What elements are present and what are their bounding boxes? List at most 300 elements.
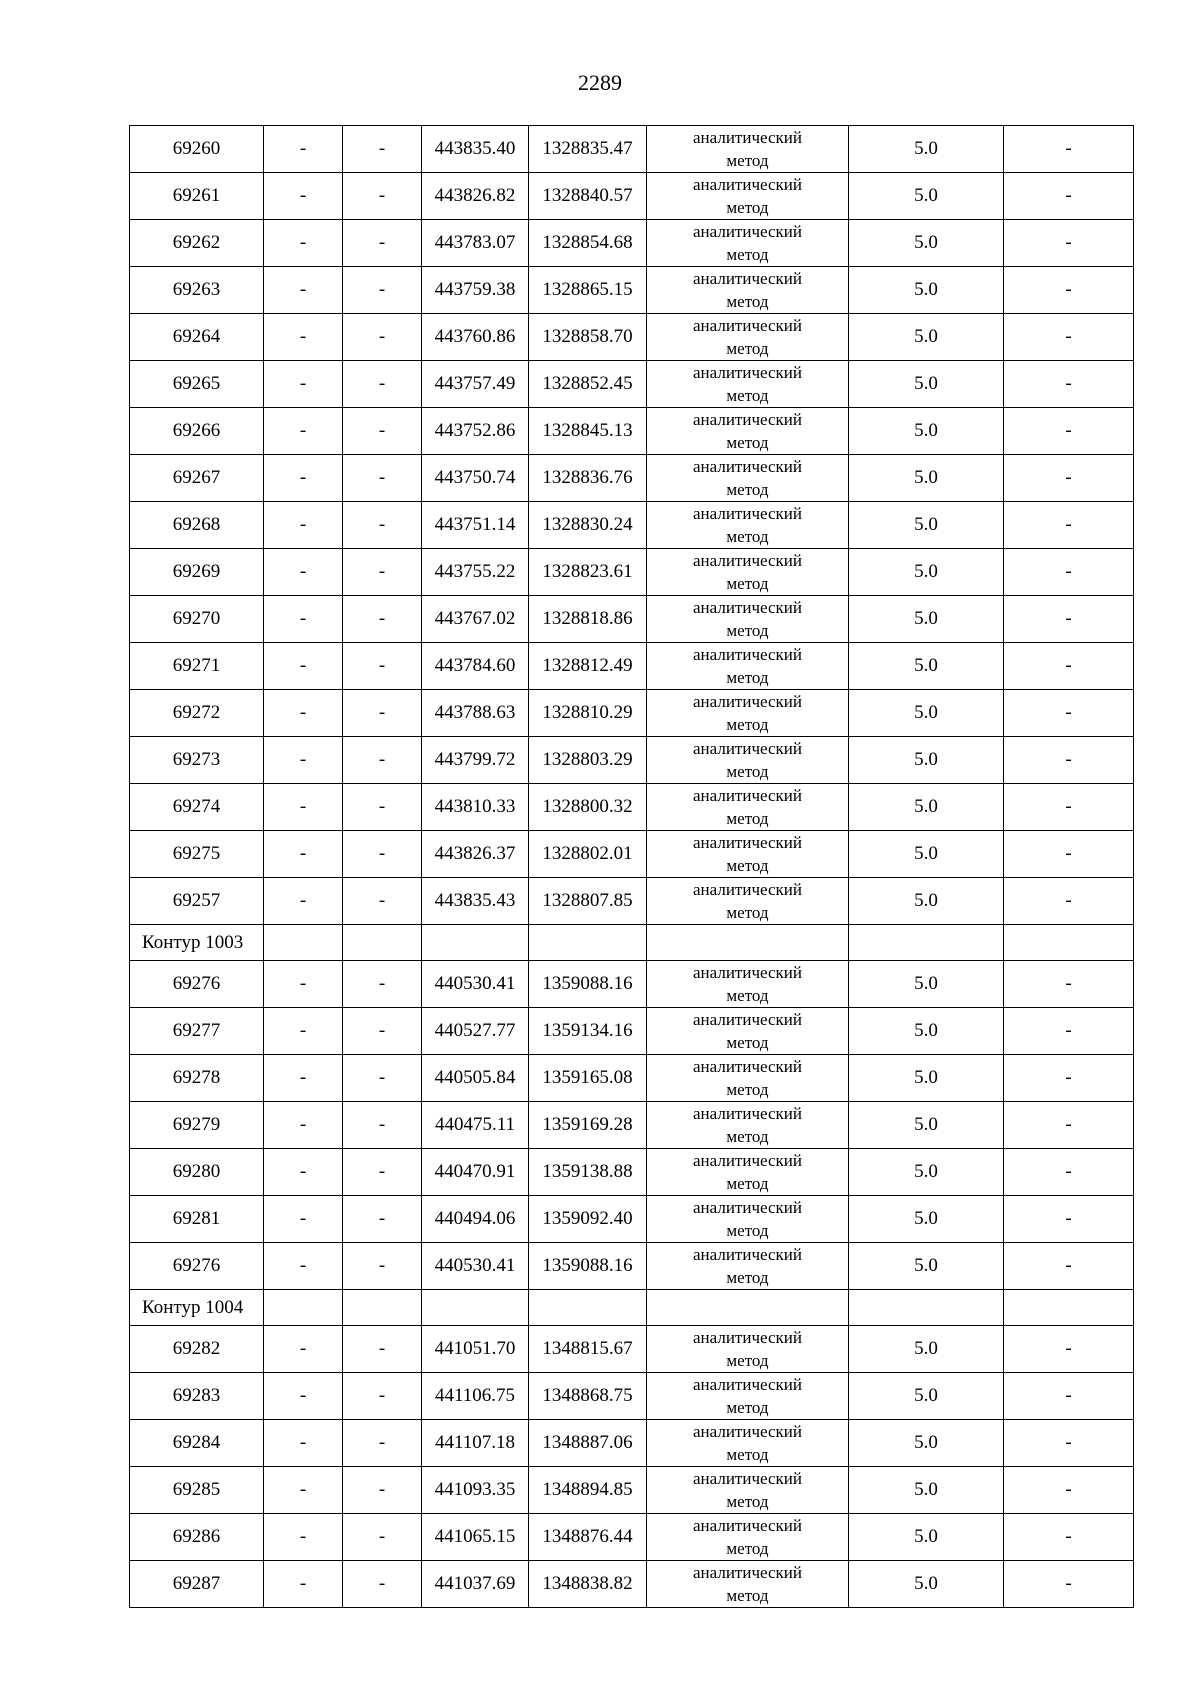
dash-cell: - bbox=[1004, 831, 1134, 878]
dash-cell: - bbox=[343, 690, 422, 737]
method-line-1: аналитический bbox=[693, 880, 802, 899]
dash-cell: - bbox=[264, 173, 343, 220]
method-cell bbox=[647, 408, 849, 455]
accuracy-cell: 5.0 bbox=[849, 1373, 1004, 1420]
table-row bbox=[130, 878, 1134, 925]
point-id-cell: 69281 bbox=[130, 1196, 264, 1243]
dash-cell: - bbox=[264, 314, 343, 361]
table-row bbox=[130, 1008, 1134, 1055]
dash-cell: - bbox=[264, 1008, 343, 1055]
method-line-1: аналитический bbox=[693, 1422, 802, 1441]
dash-cell: - bbox=[343, 1008, 422, 1055]
empty-cell bbox=[1004, 1290, 1134, 1326]
dash-cell: - bbox=[1004, 361, 1134, 408]
dash-cell: - bbox=[264, 737, 343, 784]
method-line-1: аналитический bbox=[693, 1375, 802, 1394]
table-row bbox=[130, 549, 1134, 596]
x-coordinate-cell: 443752.86 bbox=[422, 408, 529, 455]
method-line-2: метод bbox=[726, 1127, 769, 1146]
dash-cell: - bbox=[343, 1149, 422, 1196]
x-coordinate-cell: 443783.07 bbox=[422, 220, 529, 267]
accuracy-cell: 5.0 bbox=[849, 878, 1004, 925]
method-line-2: метод bbox=[726, 1539, 769, 1558]
point-id-cell: 69275 bbox=[130, 831, 264, 878]
method-line-1: аналитический bbox=[693, 1010, 802, 1029]
y-coordinate-cell: 1328812.49 bbox=[529, 643, 647, 690]
x-coordinate-cell: 443751.14 bbox=[422, 502, 529, 549]
dash-cell: - bbox=[343, 1467, 422, 1514]
x-coordinate-cell: 443835.40 bbox=[422, 126, 529, 173]
method-line-1: аналитический bbox=[693, 1563, 802, 1582]
method-line-1: аналитический bbox=[693, 504, 802, 523]
accuracy-cell: 5.0 bbox=[849, 961, 1004, 1008]
dash-cell: - bbox=[264, 784, 343, 831]
accuracy-cell: 5.0 bbox=[849, 596, 1004, 643]
point-id-cell: 69265 bbox=[130, 361, 264, 408]
dash-cell: - bbox=[343, 1514, 422, 1561]
y-coordinate-cell: 1359165.08 bbox=[529, 1055, 647, 1102]
section-row bbox=[130, 1290, 1134, 1326]
table-row bbox=[130, 961, 1134, 1008]
method-cell bbox=[647, 831, 849, 878]
dash-cell: - bbox=[1004, 690, 1134, 737]
y-coordinate-cell: 1328854.68 bbox=[529, 220, 647, 267]
method-line-2: метод bbox=[726, 1174, 769, 1193]
point-id-cell: 69286 bbox=[130, 1514, 264, 1561]
method-cell bbox=[647, 1373, 849, 1420]
dash-cell: - bbox=[1004, 502, 1134, 549]
point-id-cell: 69268 bbox=[130, 502, 264, 549]
accuracy-cell: 5.0 bbox=[849, 1467, 1004, 1514]
table-row bbox=[130, 220, 1134, 267]
table-row bbox=[130, 408, 1134, 455]
method-cell bbox=[647, 643, 849, 690]
method-line-2: метод bbox=[726, 1033, 769, 1052]
method-line-2: метод bbox=[726, 621, 769, 640]
method-line-2: метод bbox=[726, 574, 769, 593]
dash-cell: - bbox=[1004, 314, 1134, 361]
method-line-1: аналитический bbox=[693, 128, 802, 147]
dash-cell: - bbox=[264, 596, 343, 643]
accuracy-cell: 5.0 bbox=[849, 1008, 1004, 1055]
empty-cell bbox=[1004, 925, 1134, 961]
method-cell bbox=[647, 596, 849, 643]
dash-cell: - bbox=[1004, 1055, 1134, 1102]
method-cell bbox=[647, 267, 849, 314]
empty-cell bbox=[647, 1290, 849, 1326]
method-line-1: аналитический bbox=[693, 175, 802, 194]
y-coordinate-cell: 1348876.44 bbox=[529, 1514, 647, 1561]
method-line-2: метод bbox=[726, 715, 769, 734]
method-line-2: метод bbox=[726, 1586, 769, 1605]
empty-cell bbox=[264, 1290, 343, 1326]
x-coordinate-cell: 440494.06 bbox=[422, 1196, 529, 1243]
accuracy-cell: 5.0 bbox=[849, 1196, 1004, 1243]
method-cell bbox=[647, 126, 849, 173]
x-coordinate-cell: 441107.18 bbox=[422, 1420, 529, 1467]
table-row bbox=[130, 361, 1134, 408]
table-row bbox=[130, 314, 1134, 361]
dash-cell: - bbox=[343, 1196, 422, 1243]
y-coordinate-cell: 1359134.16 bbox=[529, 1008, 647, 1055]
empty-cell bbox=[529, 1290, 647, 1326]
point-id-cell: 69260 bbox=[130, 126, 264, 173]
dash-cell: - bbox=[264, 1514, 343, 1561]
method-line-1: аналитический bbox=[693, 222, 802, 241]
dash-cell: - bbox=[343, 961, 422, 1008]
table-row bbox=[130, 1373, 1134, 1420]
dash-cell: - bbox=[1004, 1326, 1134, 1373]
point-id-cell: 69267 bbox=[130, 455, 264, 502]
method-cell bbox=[647, 1514, 849, 1561]
point-id-cell: 69264 bbox=[130, 314, 264, 361]
x-coordinate-cell: 443784.60 bbox=[422, 643, 529, 690]
x-coordinate-cell: 443799.72 bbox=[422, 737, 529, 784]
x-coordinate-cell: 440527.77 bbox=[422, 1008, 529, 1055]
point-id-cell: 69276 bbox=[130, 961, 264, 1008]
method-line-1: аналитический bbox=[693, 1328, 802, 1347]
y-coordinate-cell: 1348815.67 bbox=[529, 1326, 647, 1373]
point-id-cell: 69277 bbox=[130, 1008, 264, 1055]
method-line-1: аналитический bbox=[693, 1104, 802, 1123]
accuracy-cell: 5.0 bbox=[849, 220, 1004, 267]
method-line-1: аналитический bbox=[693, 1469, 802, 1488]
method-cell bbox=[647, 549, 849, 596]
y-coordinate-cell: 1359138.88 bbox=[529, 1149, 647, 1196]
dash-cell: - bbox=[343, 1243, 422, 1290]
x-coordinate-cell: 443810.33 bbox=[422, 784, 529, 831]
table-row bbox=[130, 1561, 1134, 1608]
dash-cell: - bbox=[264, 878, 343, 925]
table-row bbox=[130, 1196, 1134, 1243]
dash-cell: - bbox=[264, 1055, 343, 1102]
method-cell bbox=[647, 502, 849, 549]
dash-cell: - bbox=[343, 1102, 422, 1149]
dash-cell: - bbox=[1004, 1467, 1134, 1514]
y-coordinate-cell: 1348887.06 bbox=[529, 1420, 647, 1467]
point-id-cell: 69280 bbox=[130, 1149, 264, 1196]
y-coordinate-cell: 1328840.57 bbox=[529, 173, 647, 220]
dash-cell: - bbox=[343, 126, 422, 173]
y-coordinate-cell: 1328852.45 bbox=[529, 361, 647, 408]
method-line-1: аналитический bbox=[693, 410, 802, 429]
method-line-2: метод bbox=[726, 903, 769, 922]
table-row bbox=[130, 1326, 1134, 1373]
method-cell bbox=[647, 690, 849, 737]
x-coordinate-cell: 441037.69 bbox=[422, 1561, 529, 1608]
dash-cell: - bbox=[1004, 1243, 1134, 1290]
accuracy-cell: 5.0 bbox=[849, 1149, 1004, 1196]
empty-cell bbox=[264, 925, 343, 961]
y-coordinate-cell: 1359088.16 bbox=[529, 1243, 647, 1290]
method-cell bbox=[647, 737, 849, 784]
table-row bbox=[130, 1055, 1134, 1102]
dash-cell: - bbox=[1004, 643, 1134, 690]
dash-cell: - bbox=[1004, 1102, 1134, 1149]
method-cell bbox=[647, 455, 849, 502]
section-label: Контур 1004 bbox=[130, 1290, 264, 1326]
point-id-cell: 69263 bbox=[130, 267, 264, 314]
method-line-1: аналитический bbox=[693, 963, 802, 982]
method-line-1: аналитический bbox=[693, 316, 802, 335]
x-coordinate-cell: 443826.82 bbox=[422, 173, 529, 220]
dash-cell: - bbox=[264, 361, 343, 408]
accuracy-cell: 5.0 bbox=[849, 643, 1004, 690]
accuracy-cell: 5.0 bbox=[849, 549, 1004, 596]
method-cell bbox=[647, 1055, 849, 1102]
y-coordinate-cell: 1328818.86 bbox=[529, 596, 647, 643]
table-row bbox=[130, 126, 1134, 173]
y-coordinate-cell: 1359169.28 bbox=[529, 1102, 647, 1149]
table-row bbox=[130, 1420, 1134, 1467]
table-body bbox=[130, 126, 1134, 1608]
dash-cell: - bbox=[343, 173, 422, 220]
x-coordinate-cell: 443767.02 bbox=[422, 596, 529, 643]
method-cell bbox=[647, 1561, 849, 1608]
empty-cell bbox=[343, 925, 422, 961]
dash-cell: - bbox=[1004, 1373, 1134, 1420]
accuracy-cell: 5.0 bbox=[849, 1514, 1004, 1561]
table-row bbox=[130, 173, 1134, 220]
method-line-1: аналитический bbox=[693, 1245, 802, 1264]
accuracy-cell: 5.0 bbox=[849, 267, 1004, 314]
x-coordinate-cell: 443755.22 bbox=[422, 549, 529, 596]
x-coordinate-cell: 443759.38 bbox=[422, 267, 529, 314]
dash-cell: - bbox=[264, 455, 343, 502]
accuracy-cell: 5.0 bbox=[849, 784, 1004, 831]
method-line-2: метод bbox=[726, 1221, 769, 1240]
dash-cell: - bbox=[264, 961, 343, 1008]
method-line-2: метод bbox=[726, 527, 769, 546]
point-id-cell: 69273 bbox=[130, 737, 264, 784]
y-coordinate-cell: 1328835.47 bbox=[529, 126, 647, 173]
dash-cell: - bbox=[343, 408, 422, 455]
dash-cell: - bbox=[343, 1420, 422, 1467]
method-line-2: метод bbox=[726, 151, 769, 170]
dash-cell: - bbox=[343, 878, 422, 925]
table-row bbox=[130, 737, 1134, 784]
y-coordinate-cell: 1328810.29 bbox=[529, 690, 647, 737]
method-line-1: аналитический bbox=[693, 692, 802, 711]
empty-cell bbox=[422, 925, 529, 961]
method-line-2: метод bbox=[726, 1351, 769, 1370]
dash-cell: - bbox=[1004, 220, 1134, 267]
method-line-2: метод bbox=[726, 762, 769, 781]
x-coordinate-cell: 443757.49 bbox=[422, 361, 529, 408]
dash-cell: - bbox=[264, 1196, 343, 1243]
table-row bbox=[130, 596, 1134, 643]
method-cell bbox=[647, 173, 849, 220]
dash-cell: - bbox=[264, 1420, 343, 1467]
dash-cell: - bbox=[343, 361, 422, 408]
method-line-1: аналитический bbox=[693, 598, 802, 617]
point-id-cell: 69285 bbox=[130, 1467, 264, 1514]
empty-cell bbox=[647, 925, 849, 961]
empty-cell bbox=[422, 1290, 529, 1326]
method-cell bbox=[647, 1149, 849, 1196]
x-coordinate-cell: 443835.43 bbox=[422, 878, 529, 925]
dash-cell: - bbox=[264, 1561, 343, 1608]
dash-cell: - bbox=[264, 690, 343, 737]
table-row bbox=[130, 690, 1134, 737]
method-line-1: аналитический bbox=[693, 363, 802, 382]
dash-cell: - bbox=[1004, 549, 1134, 596]
accuracy-cell: 5.0 bbox=[849, 1102, 1004, 1149]
method-line-1: аналитический bbox=[693, 1151, 802, 1170]
method-line-2: метод bbox=[726, 809, 769, 828]
table-row bbox=[130, 455, 1134, 502]
dash-cell: - bbox=[1004, 173, 1134, 220]
dash-cell: - bbox=[343, 784, 422, 831]
method-cell bbox=[647, 1102, 849, 1149]
method-cell bbox=[647, 878, 849, 925]
table-row bbox=[130, 267, 1134, 314]
method-line-2: метод bbox=[726, 1445, 769, 1464]
point-id-cell: 69278 bbox=[130, 1055, 264, 1102]
dash-cell: - bbox=[1004, 408, 1134, 455]
method-line-2: метод bbox=[726, 1398, 769, 1417]
method-cell bbox=[647, 1243, 849, 1290]
y-coordinate-cell: 1328858.70 bbox=[529, 314, 647, 361]
dash-cell: - bbox=[343, 502, 422, 549]
x-coordinate-cell: 441093.35 bbox=[422, 1467, 529, 1514]
method-line-1: аналитический bbox=[693, 551, 802, 570]
dash-cell: - bbox=[1004, 267, 1134, 314]
dash-cell: - bbox=[264, 1149, 343, 1196]
method-line-2: метод bbox=[726, 856, 769, 875]
method-line-1: аналитический bbox=[693, 269, 802, 288]
dash-cell: - bbox=[343, 1055, 422, 1102]
section-row bbox=[130, 925, 1134, 961]
y-coordinate-cell: 1328807.85 bbox=[529, 878, 647, 925]
accuracy-cell: 5.0 bbox=[849, 1055, 1004, 1102]
point-id-cell: 69272 bbox=[130, 690, 264, 737]
method-line-2: метод bbox=[726, 1080, 769, 1099]
accuracy-cell: 5.0 bbox=[849, 361, 1004, 408]
dash-cell: - bbox=[264, 831, 343, 878]
dash-cell: - bbox=[1004, 1514, 1134, 1561]
x-coordinate-cell: 440505.84 bbox=[422, 1055, 529, 1102]
y-coordinate-cell: 1359092.40 bbox=[529, 1196, 647, 1243]
method-line-2: метод bbox=[726, 1268, 769, 1287]
table-row bbox=[130, 1514, 1134, 1561]
dash-cell: - bbox=[343, 314, 422, 361]
x-coordinate-cell: 441051.70 bbox=[422, 1326, 529, 1373]
method-line-1: аналитический bbox=[693, 739, 802, 758]
dash-cell: - bbox=[264, 1326, 343, 1373]
empty-cell bbox=[849, 1290, 1004, 1326]
method-line-2: метод bbox=[726, 198, 769, 217]
table-row bbox=[130, 1243, 1134, 1290]
dash-cell: - bbox=[264, 408, 343, 455]
empty-cell bbox=[849, 925, 1004, 961]
dash-cell: - bbox=[264, 502, 343, 549]
method-cell bbox=[647, 1008, 849, 1055]
method-line-2: метод bbox=[726, 339, 769, 358]
method-cell bbox=[647, 220, 849, 267]
method-line-2: метод bbox=[726, 986, 769, 1005]
dash-cell: - bbox=[1004, 737, 1134, 784]
dash-cell: - bbox=[264, 549, 343, 596]
x-coordinate-cell: 443826.37 bbox=[422, 831, 529, 878]
accuracy-cell: 5.0 bbox=[849, 690, 1004, 737]
table-row bbox=[130, 502, 1134, 549]
table-row bbox=[130, 643, 1134, 690]
table-row bbox=[130, 1149, 1134, 1196]
method-cell bbox=[647, 961, 849, 1008]
dash-cell: - bbox=[1004, 596, 1134, 643]
x-coordinate-cell: 440475.11 bbox=[422, 1102, 529, 1149]
accuracy-cell: 5.0 bbox=[849, 1326, 1004, 1373]
method-line-2: метод bbox=[726, 668, 769, 687]
x-coordinate-cell: 440530.41 bbox=[422, 1243, 529, 1290]
method-line-2: метод bbox=[726, 480, 769, 499]
y-coordinate-cell: 1328845.13 bbox=[529, 408, 647, 455]
x-coordinate-cell: 443750.74 bbox=[422, 455, 529, 502]
accuracy-cell: 5.0 bbox=[849, 831, 1004, 878]
point-id-cell: 69276 bbox=[130, 1243, 264, 1290]
method-line-1: аналитический bbox=[693, 645, 802, 664]
dash-cell: - bbox=[1004, 455, 1134, 502]
point-id-cell: 69282 bbox=[130, 1326, 264, 1373]
dash-cell: - bbox=[264, 643, 343, 690]
y-coordinate-cell: 1328802.01 bbox=[529, 831, 647, 878]
dash-cell: - bbox=[1004, 1420, 1134, 1467]
method-line-2: метод bbox=[726, 1492, 769, 1511]
dash-cell: - bbox=[343, 549, 422, 596]
method-line-2: метод bbox=[726, 245, 769, 264]
dash-cell: - bbox=[264, 1243, 343, 1290]
point-id-cell: 69266 bbox=[130, 408, 264, 455]
page-number: 2289 bbox=[578, 70, 622, 95]
empty-cell bbox=[343, 1290, 422, 1326]
dash-cell: - bbox=[264, 126, 343, 173]
dash-cell: - bbox=[1004, 1008, 1134, 1055]
empty-cell bbox=[529, 925, 647, 961]
accuracy-cell: 5.0 bbox=[849, 314, 1004, 361]
dash-cell: - bbox=[264, 267, 343, 314]
y-coordinate-cell: 1328830.24 bbox=[529, 502, 647, 549]
x-coordinate-cell: 441065.15 bbox=[422, 1514, 529, 1561]
dash-cell: - bbox=[1004, 126, 1134, 173]
method-line-1: аналитический bbox=[693, 833, 802, 852]
accuracy-cell: 5.0 bbox=[849, 408, 1004, 455]
method-line-1: аналитический bbox=[693, 1516, 802, 1535]
dash-cell: - bbox=[264, 1373, 343, 1420]
section-label: Контур 1003 bbox=[130, 925, 264, 961]
dash-cell: - bbox=[343, 596, 422, 643]
dash-cell: - bbox=[343, 220, 422, 267]
dash-cell: - bbox=[343, 737, 422, 784]
dash-cell: - bbox=[343, 455, 422, 502]
method-cell bbox=[647, 784, 849, 831]
y-coordinate-cell: 1328865.15 bbox=[529, 267, 647, 314]
accuracy-cell: 5.0 bbox=[849, 173, 1004, 220]
method-cell bbox=[647, 314, 849, 361]
dash-cell: - bbox=[343, 1561, 422, 1608]
x-coordinate-cell: 443760.86 bbox=[422, 314, 529, 361]
point-id-cell: 69283 bbox=[130, 1373, 264, 1420]
accuracy-cell: 5.0 bbox=[849, 1420, 1004, 1467]
y-coordinate-cell: 1328823.61 bbox=[529, 549, 647, 596]
point-id-cell: 69279 bbox=[130, 1102, 264, 1149]
y-coordinate-cell: 1328803.29 bbox=[529, 737, 647, 784]
point-id-cell: 69257 bbox=[130, 878, 264, 925]
y-coordinate-cell: 1348868.75 bbox=[529, 1373, 647, 1420]
point-id-cell: 69274 bbox=[130, 784, 264, 831]
point-id-cell: 69271 bbox=[130, 643, 264, 690]
method-line-2: метод bbox=[726, 386, 769, 405]
